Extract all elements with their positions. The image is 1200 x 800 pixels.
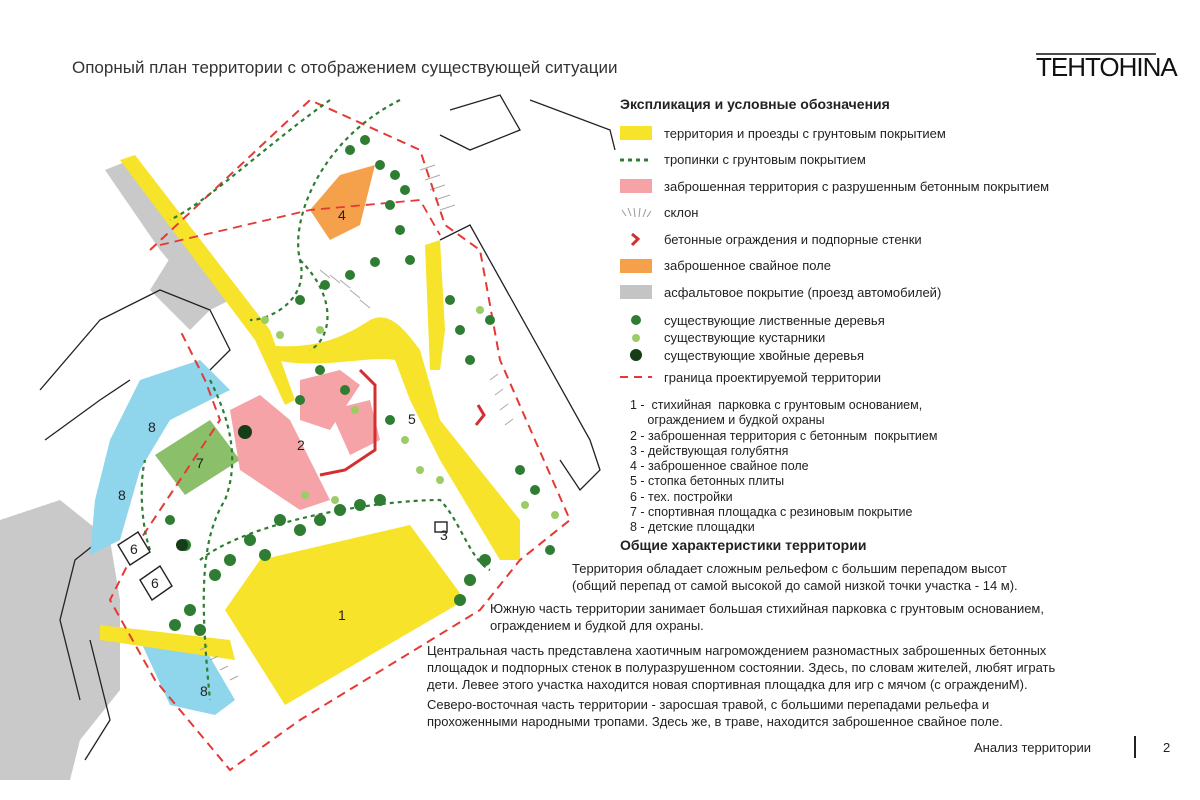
- explication-item: 7 - спортивная площадка с резиновым покрытие: [630, 505, 913, 520]
- paragraph-south: Южную часть территории занимает большая стихийная парковка с грунтовым основанием, ограждением и будкой для охраны.: [490, 601, 1044, 633]
- legend-label: склон: [664, 205, 699, 221]
- legend-label: бетонные ограждения и подпорные стенки: [664, 231, 922, 247]
- legend-label: заброшенное свайное поле: [664, 258, 831, 274]
- map-label-1: 1: [338, 607, 346, 623]
- legend-item: [620, 147, 1180, 174]
- orange-swatch-icon: [620, 259, 652, 273]
- explication-item: 6 - тех. постройки: [630, 489, 733, 504]
- deciduous-tree-icon: [620, 313, 652, 327]
- legend-label: асфальтовое покрытие (проезд автомобилей): [664, 284, 942, 300]
- boundary-line-icon: [620, 370, 652, 384]
- legend-label: территория и проезды с грунтовым покрытием: [664, 125, 946, 141]
- paragraph-relief: Территория обладает сложным рельефом с большим перепадом высот (общий перепад от самой высокой до самой низкой точки участка - 14 м).: [572, 561, 1018, 593]
- dotted-path-icon: [620, 153, 652, 167]
- legend-item: [620, 279, 1180, 306]
- wall-icon: [620, 232, 652, 246]
- legend-item: [620, 200, 1180, 227]
- map-label-4: 4: [338, 207, 346, 223]
- legend-label: тропинки с грунтовым покрытием: [664, 152, 866, 168]
- legend-item: [620, 312, 1180, 330]
- legend-label: существующие хвойные деревья: [664, 347, 865, 363]
- pink-swatch-icon: [620, 179, 652, 193]
- explication-item: 4 - заброшенное свайное поле: [630, 459, 809, 474]
- legend-item: [620, 120, 1180, 147]
- map-label-6: 6: [151, 575, 159, 591]
- legend-label: граница проектируемой территории: [664, 369, 881, 385]
- legend-item: [620, 173, 1180, 200]
- shrub-icon: [620, 331, 652, 345]
- map-label-8: 8: [118, 487, 126, 503]
- map-label-8: 8: [148, 419, 156, 435]
- page-number: 2: [1163, 740, 1171, 755]
- legend-item: [620, 253, 1180, 280]
- footer-divider: [1134, 736, 1136, 758]
- concrete-wall: [476, 405, 484, 425]
- legend-item: [620, 329, 1180, 347]
- legend-label: заброшенная территория с разрушенным бетонным покрытием: [664, 178, 1050, 194]
- legend-label: существующие лиственные деревья: [664, 312, 885, 328]
- brand-logo: [1036, 52, 1177, 82]
- explication-item: 5 - стопка бетонных плиты: [630, 474, 785, 489]
- page-title: Опорный план территории с отображением существующей ситуации: [72, 58, 618, 77]
- legend: [620, 96, 1180, 391]
- map-label-8: 8: [200, 683, 208, 699]
- legend-item: [620, 347, 1180, 365]
- map-label-5: 5: [408, 411, 416, 427]
- legend-item: [620, 226, 1180, 253]
- paragraph-center: Центральная часть представлена хаотичным нагромождением разномастных заброшенных бетонных площадок и подпорных стенок в полуразрушенном состоянии. Здесь, по словам жителей, любят играть дети. Левее этого участка находится новая спортивная площадка для игр с мячом (с ограждениМ).: [427, 643, 1056, 692]
- map-label-2: 2: [297, 437, 305, 453]
- yellow-swatch-icon: [620, 126, 652, 140]
- explication-item: ограждением и будкой охраны: [630, 413, 825, 428]
- slope-icon: [620, 206, 652, 220]
- general-title: Общие характеристики территории: [620, 537, 867, 553]
- explication-item: 3 - действующая голубятня: [630, 443, 789, 458]
- explication-item: 8 - детские площадки: [630, 520, 755, 535]
- legend-label: существующие кустарники: [664, 330, 826, 346]
- explication-item: 2 - заброшенная территория с бетонным покрытием: [630, 428, 938, 443]
- legend-item: [620, 364, 1180, 391]
- svg-text:TEHTOHINA: TEHTOHINA: [1036, 52, 1177, 82]
- map-label-7: 7: [196, 455, 204, 471]
- explication-item: 1 - стихийная парковка с грунтовым основанием,: [630, 398, 923, 412]
- paragraph-northeast: Северо-восточная часть территории - заросшая травой, с большими перепадами рельефа и прохоженными народными тропами. Здесь же, в траве, находится заброшенное свайное поле.: [427, 697, 1003, 729]
- numbered-explication: [630, 398, 937, 536]
- legend-title: Экспликация и условные обозначения: [620, 96, 890, 112]
- gray-swatch-icon: [620, 285, 652, 299]
- map-label-3: 3: [440, 527, 448, 543]
- footer-section-name: Анализ территории: [974, 740, 1092, 755]
- pile-field: [310, 165, 375, 240]
- ruined-concrete-area: [230, 370, 380, 510]
- conifer-tree-icon: [620, 348, 652, 362]
- map-label-6: 6: [130, 541, 138, 557]
